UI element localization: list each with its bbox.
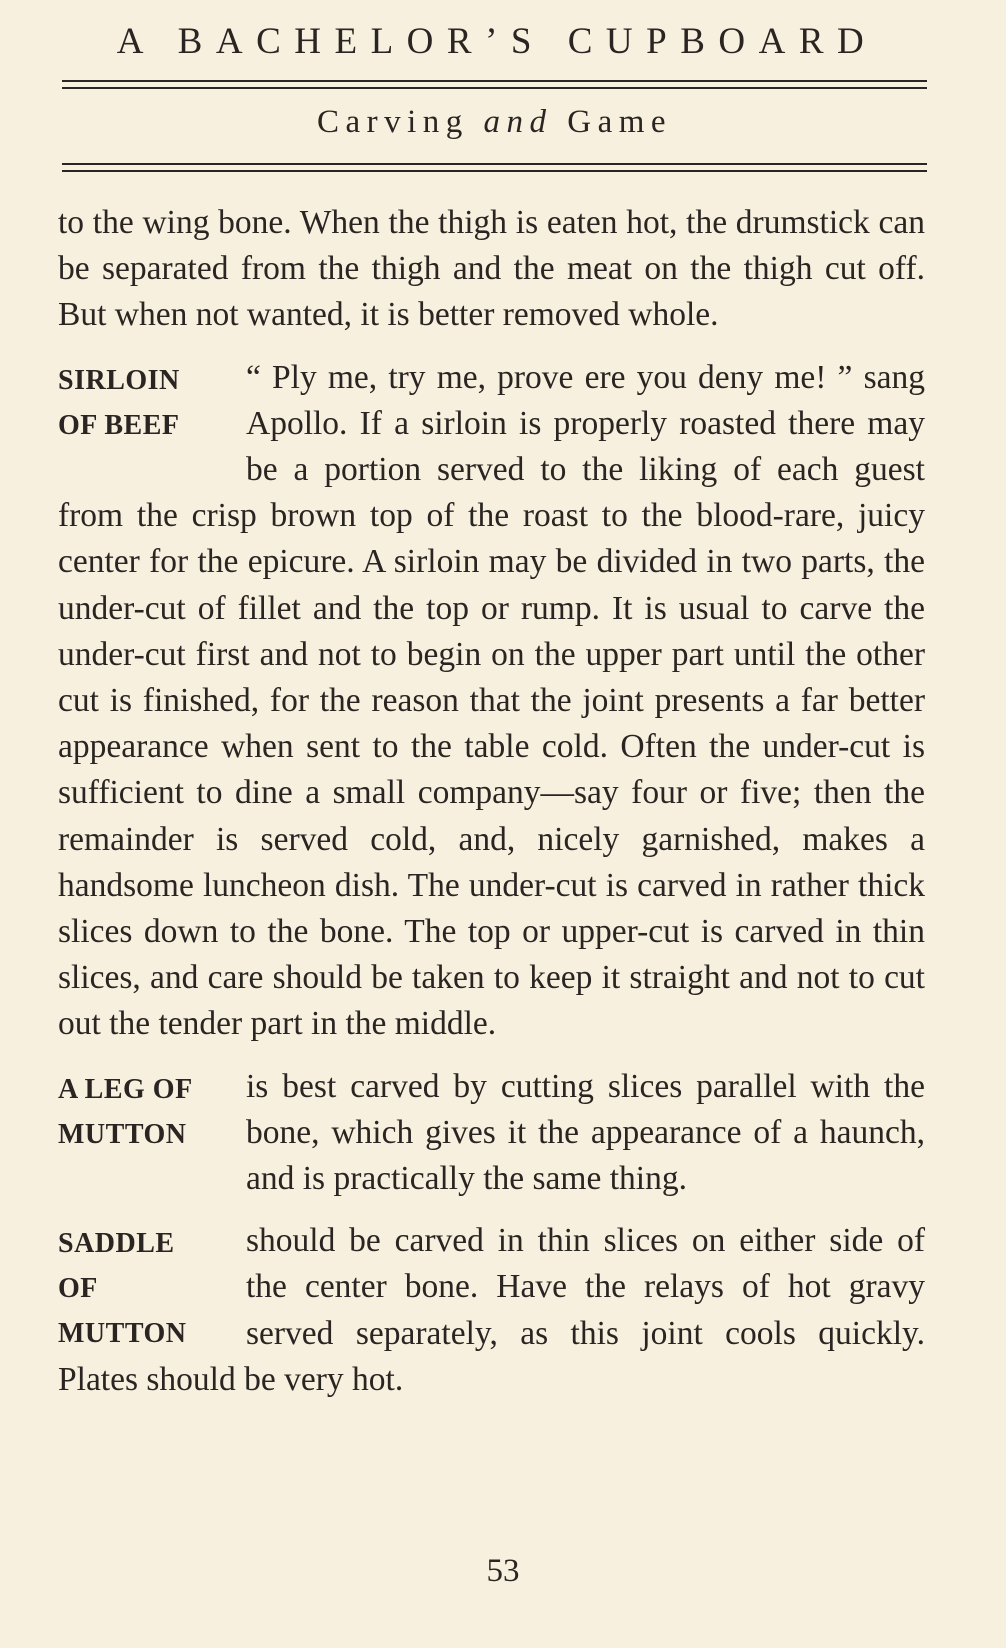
intro-paragraph: to the wing bone. When the thigh is eaten hot, the drumstick can be separated from the thigh and the meat on the thigh cut off. But when not wanted, it is better removed whole. [58,204,925,334]
page-number: 53 [486,1553,520,1589]
entry-saddle-of-mutton [58,1218,925,1403]
section-title [62,104,927,141]
sidehead-sirloin [58,355,246,448]
entry-text: “ Ply me, try me, prove ere you deny me! ” sang Apollo. If a sirloin is properly roasted there may be a portion served to the liking of each guest from the crisp brown top of the roast to the blood-rare, juicy center for the epicure. A sirloin may be divided in two parts, the under-cut of fillet and the top or rump. It is usual to carve the under-cut first and not to begin on the upper part until the other cut is finished, for the reason that the joint presents a far better appearance when sent to the table cold. Often the under-cut is sufficient to dine a small company—say four or five; then the remainder is served cold, and, nicely garnished, makes a handsome luncheon dish. The under-cut is carved in rather thick slices down to the bone. The top or upper-cut is carved in thin slices, and care should be taken to keep it straight and not to cut out the tender part in the middle. [58,358,925,1043]
sidehead-line: MUTTON [58,1118,187,1150]
sidehead-line: SADDLE [58,1228,175,1260]
section-title-pre: Carving [316,104,469,140]
running-head: A BACHELOR’S CUPBOARD [116,21,878,62]
sidehead-line: A LEG OF [58,1073,193,1105]
section-title-em: and [483,104,553,140]
header-rule-bottom [62,163,927,172]
sidehead-line: OF BEEF [58,409,180,441]
header-rule-top [62,80,927,89]
entry-leg-of-mutton [58,1064,925,1203]
section-title-post: Game [567,104,673,140]
body-text [58,200,925,1419]
entry-text: is best carved by cutting slices parallel with the bone, which gives it the appearance of a haunch, and is practically the same thing. [246,1067,925,1198]
sidehead-line: OF [58,1273,98,1305]
entry-sirloin [58,355,925,1048]
sidehead-leg-of-mutton [58,1064,246,1157]
entry-text: should be carved in thin slices on either side of the center bone. Have the relays of hot gravy served separately, as this joint cools quickly. Plates should be very hot. [58,1222,925,1398]
sidehead-saddle-of-mutton [58,1218,246,1356]
sidehead-line: MUTTON [58,1318,187,1350]
sidehead-line: SIRLOIN [58,364,180,396]
